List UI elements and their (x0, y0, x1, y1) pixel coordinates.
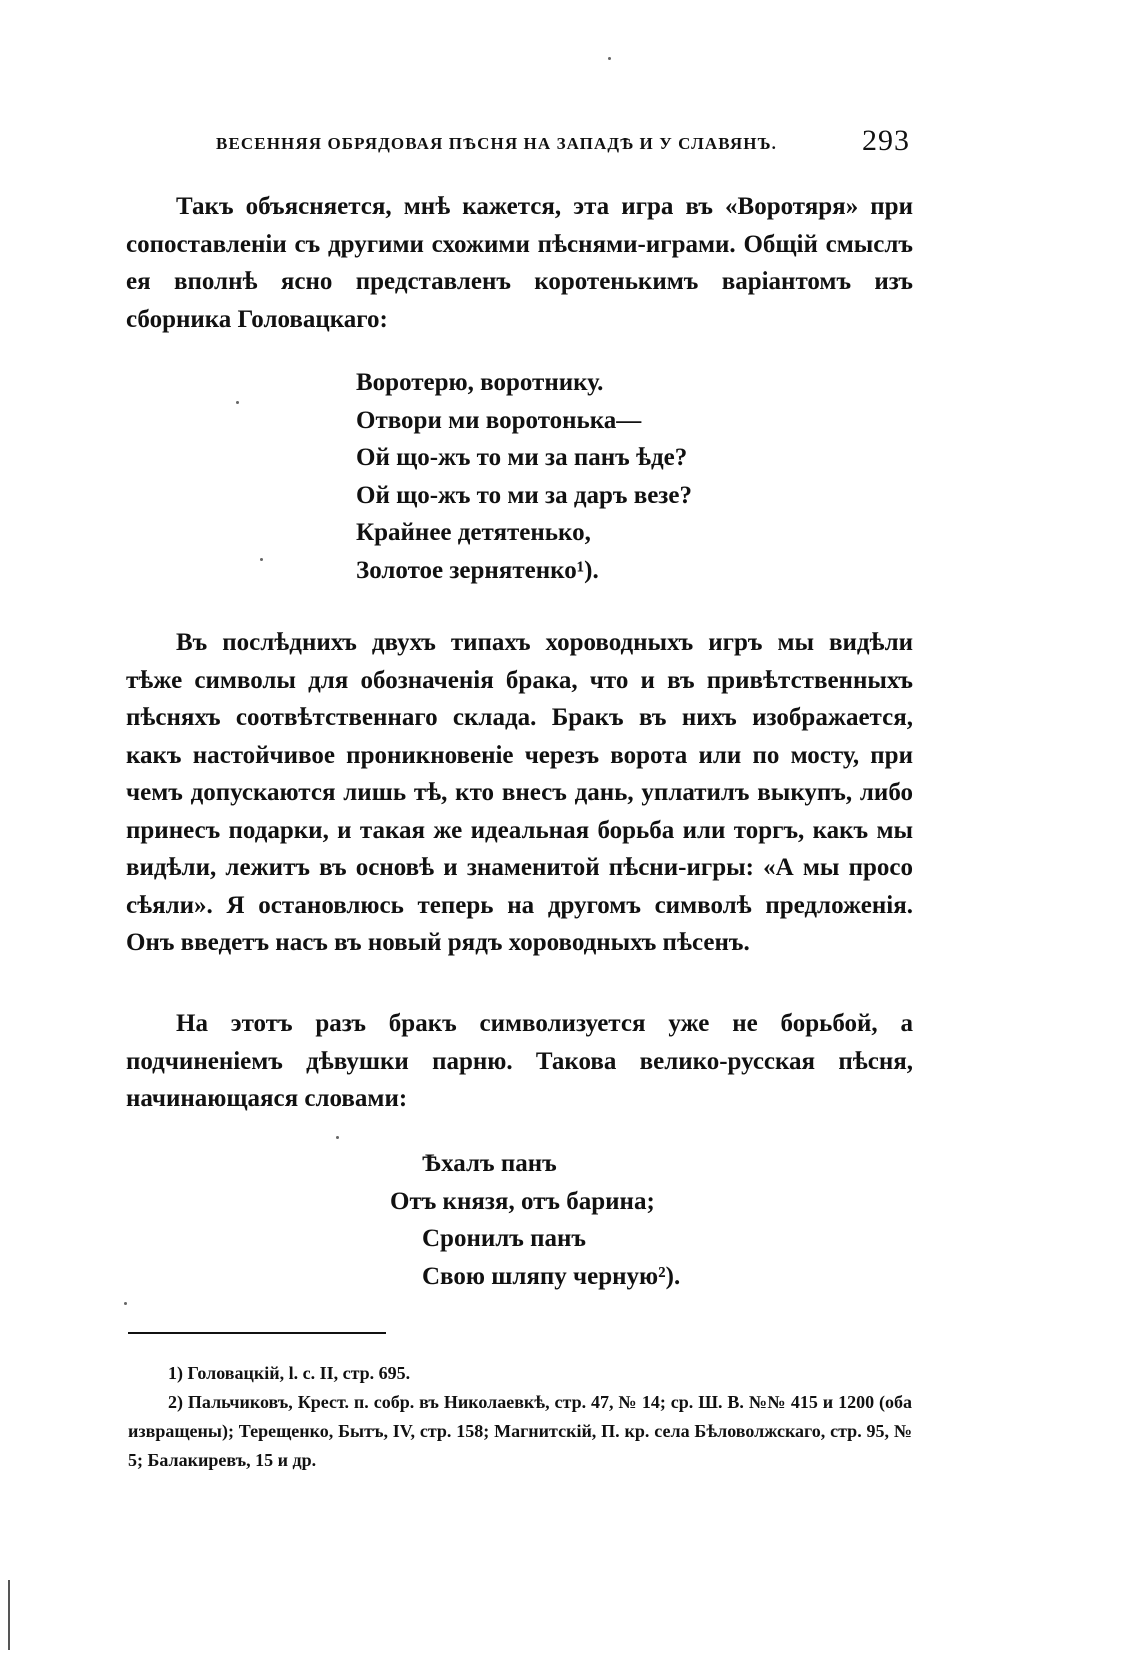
scan-edge-mark (8, 1580, 10, 1650)
poem-line: Крайнее детятенько, (356, 519, 591, 546)
paragraph-1: Такъ объясняется, мнѣ кажется, эта игра въ «Воротяря» при сопоставленіи съ другими схожими пѣснями-играми. Общій смыслъ ея вполнѣ ясно представленъ коротенькимъ варіантомъ изъ сборника Головацкаго: (126, 193, 913, 333)
scan-speck (260, 558, 263, 561)
paragraph-2: Въ послѣднихъ двухъ типахъ хороводныхъ игръ мы видѣли тѣже символы для обозначенія брака, что и въ привѣтственныхъ пѣсняхъ соотвѣтственнаго склада. Бракъ въ нихъ изображается, какъ настойчивое проникновеніе черезъ ворота или по мосту, при чемъ допускаются лишь тѣ, кто внесъ дань, уплатилъ выкупъ, либо принесъ подарки, и такая же идеальная борьба или торгъ, какъ мы видѣли, лежитъ въ основѣ и знаменитой пѣсни-игры: «А мы просо сѣяли». Я остановлюсь теперь на другомъ символѣ предложенія. Онъ введетъ насъ въ новый рядъ хороводныхъ пѣсенъ. (126, 629, 913, 956)
poem-line: Отвори ми воротонька— (356, 406, 642, 434)
poem-line: Сронилъ панъ (422, 1225, 587, 1252)
scan-speck (336, 1136, 339, 1139)
footnote-divider (128, 1332, 386, 1334)
running-head: ВЕСЕННЯЯ ОБРЯДОВАЯ ПѢСНЯ НА ЗАПАДѢ И У СЛАВЯНЪ. (216, 134, 777, 153)
footnote-1 (128, 1359, 912, 1388)
poem-line: Золотое зернятенко¹). (356, 556, 599, 584)
footnote-1-text: 1) Головацкій, l. c. II, стр. 695. (168, 1363, 411, 1383)
poem-stanza-1 (356, 364, 692, 589)
poem-line: Воротерю, воротнику. (356, 369, 604, 396)
paragraph-3: На этотъ разъ бракъ символизуется уже не борьбой, а подчиненіемъ дѣвушки парню. Такова велико-русская пѣсня, начинающаяся словами: (126, 1010, 913, 1112)
footnote-2-text-part-2: №№ 415 и 1200 (оба извращены); Терещенко, Бытъ, IV, стр. 158; Магнитскій, П. кр. села Бѣловолжскаго, стр. 95, № 5; Балакиревъ, 15 и др. (128, 1392, 912, 1470)
page-header (216, 124, 910, 164)
poem-stanza-2 (390, 1145, 680, 1295)
poem-line: Отъ князя, отъ барина; (390, 1187, 655, 1215)
page-number: 293 (862, 124, 910, 157)
footnotes (128, 1359, 912, 1475)
poem-line: Ой що-жъ то ми за панъ ѣде? (356, 444, 688, 471)
scan-speck (124, 1302, 127, 1305)
poem-line: Ѣхалъ панъ (422, 1150, 557, 1177)
scan-speck (236, 401, 239, 404)
poem-line: Свою шляпу черную²). (422, 1262, 681, 1290)
footnote-2-text-part-1: 2) Пальчиковъ, Крест. п. собр. въ Николаевкѣ, стр. 47, № 14; ср. Ш. В. (168, 1392, 744, 1412)
poem-line: Ой що-жъ то ми за даръ везе? (356, 481, 692, 509)
footnote-2 (128, 1388, 912, 1475)
scan-speck (608, 57, 611, 60)
